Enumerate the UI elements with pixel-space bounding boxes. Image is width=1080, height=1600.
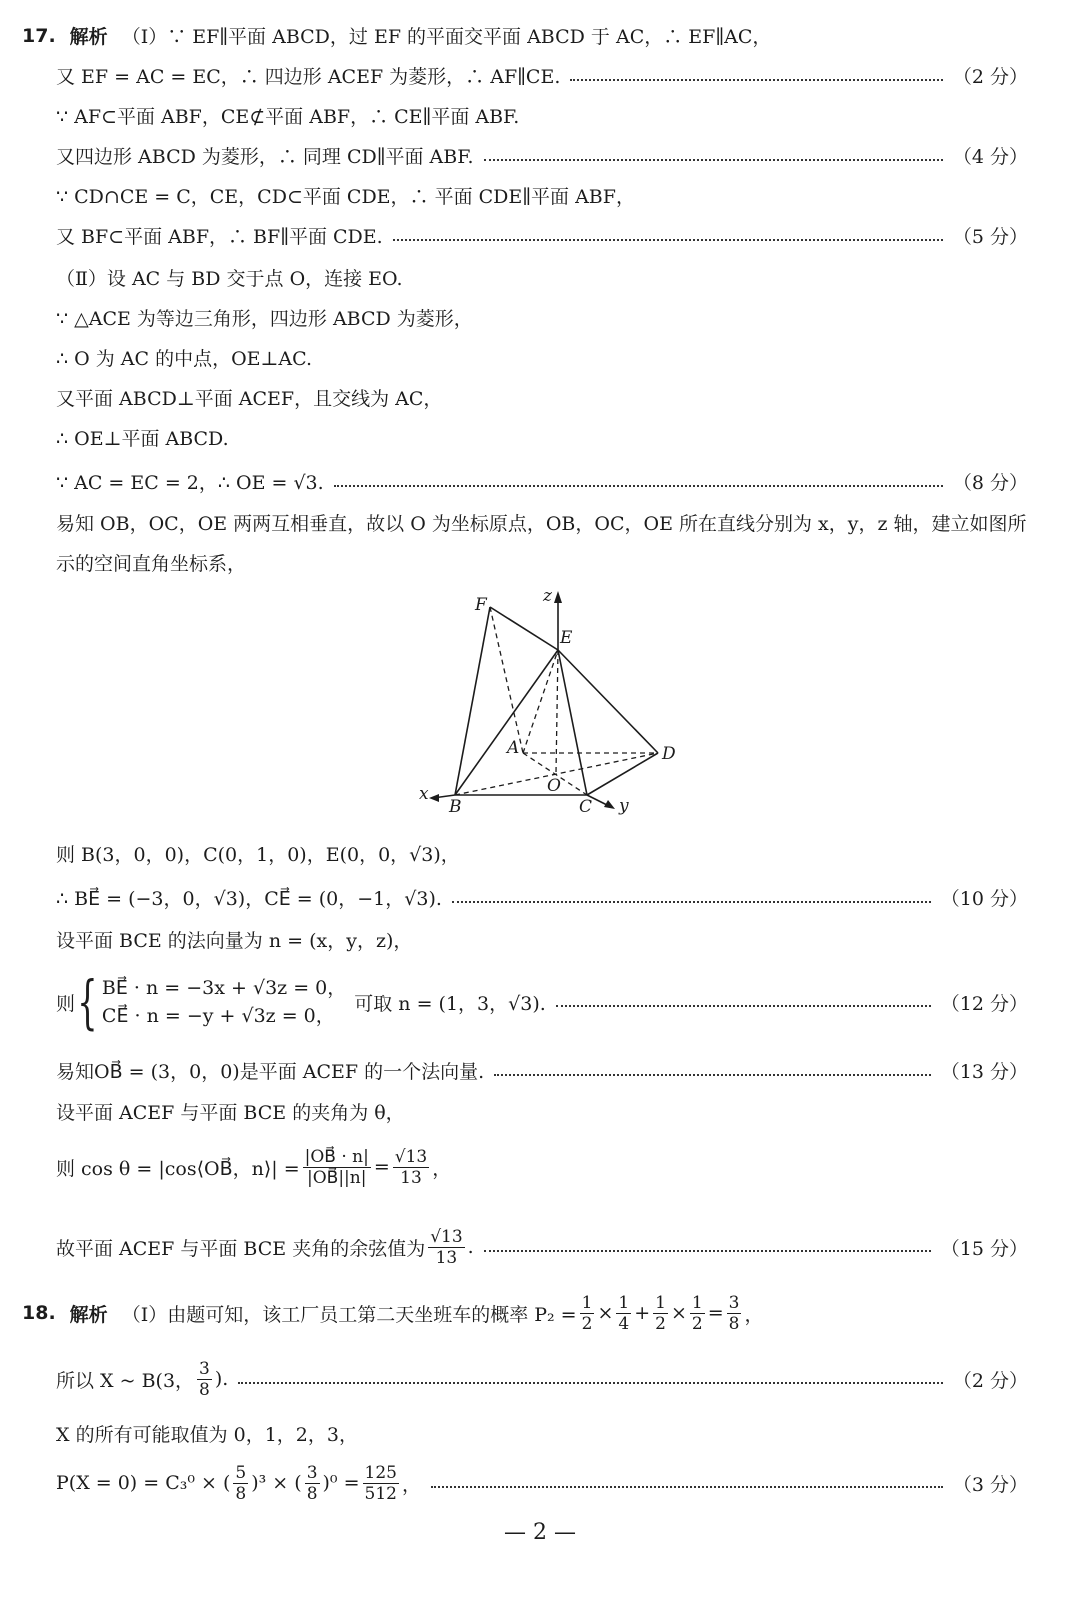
fraction-numerator: √13 — [394, 1146, 428, 1167]
q17-text: 又平面 ABCD⊥平面 ACEF，且交线为 AC， — [56, 388, 443, 410]
equation-1: BE⃗ · n = −3x + √3z = 0， — [101, 977, 347, 999]
punctuation: ， — [401, 1473, 421, 1496]
fraction-numerator: 5 — [235, 1462, 247, 1483]
q17-line-9 — [56, 344, 1028, 371]
q17-text: ∵ CD∩CE = C，CE，CD⊂平面 CDE，∴ 平面 CDE∥平面 ABF， — [56, 186, 635, 208]
label-z: z — [543, 586, 552, 606]
label-C: C — [579, 797, 593, 817]
fraction-numerator: 125 — [364, 1462, 397, 1483]
q18-text: X 的所有可能取值为 0，1，2，3， — [56, 1424, 358, 1446]
q17-text: ∴ O 为 AC 的中点，OE⊥AC. — [56, 348, 313, 370]
punctuation: . — [467, 1236, 474, 1258]
punctuation: ， — [432, 1157, 452, 1180]
operator: × — [597, 1302, 614, 1324]
equals-sign: = — [373, 1156, 390, 1178]
fraction-denominator: 8 — [235, 1483, 247, 1504]
q17-text: 故平面 ACEF 与平面 BCE 夹角的余弦值为 — [56, 1237, 426, 1260]
q17-line-7 — [56, 264, 1028, 291]
fraction — [690, 1293, 705, 1334]
q18-line-2 — [56, 1354, 1028, 1404]
label-E: E — [560, 628, 573, 648]
fraction-numerator: 1 — [655, 1292, 666, 1313]
system-prefix: 则 — [56, 992, 76, 1015]
operator: = — [707, 1302, 724, 1324]
q17-tag: 解析 — [69, 26, 108, 48]
fraction-denominator: 2 — [655, 1313, 666, 1334]
q17-text: ∴ OE⊥平面 ABCD. — [56, 428, 229, 450]
fraction — [233, 1463, 248, 1504]
q17-text: 则 B(3，0，0)，C(0，1，0)，E(0，0，√3)， — [56, 844, 460, 866]
normal-vector-choice: 可取 n = (1，3，√3). — [354, 992, 546, 1015]
q17-line-8 — [56, 304, 1028, 331]
dot-leader — [556, 1005, 931, 1007]
equation-stack — [102, 974, 346, 1030]
geometry-figure — [415, 585, 685, 820]
q17-text: 设平面 BCE 的法向量为 n = (x，y，z)， — [56, 930, 413, 952]
label-B: B — [449, 797, 462, 817]
label-D: D — [662, 744, 676, 764]
score-badge: （3 分） — [952, 1473, 1028, 1496]
q17-line-10 — [56, 384, 1028, 411]
operator: × — [670, 1302, 687, 1324]
q17-line-14 — [56, 840, 1028, 867]
operator: + — [634, 1302, 651, 1324]
fraction-numerator: 1 — [691, 1292, 703, 1313]
dot-leader — [452, 901, 931, 903]
q17-line-15 — [56, 884, 1028, 911]
fraction-numerator: 1 — [581, 1292, 593, 1313]
fraction-denominator: |OB⃗||n| — [307, 1167, 367, 1188]
q17-line-5 — [56, 182, 1028, 209]
q17-line-1 — [22, 22, 1028, 49]
q18-text: )⁰ = — [322, 1472, 360, 1494]
fraction-denominator: 13 — [400, 1167, 422, 1188]
q18-text: 所以 X ~ B(3， — [56, 1369, 195, 1392]
q17-line-18 — [56, 1098, 1028, 1125]
dot-leader — [494, 1074, 931, 1076]
score-badge: （15 分） — [940, 1237, 1028, 1260]
fraction-denominator: 4 — [618, 1313, 630, 1334]
q17-text: 又 EF = AC = EC，∴ 四边形 ACEF 为菱形，∴ AF∥CE. — [56, 66, 561, 88]
score-badge: （4 分） — [952, 146, 1028, 168]
fraction-numerator: 3 — [199, 1358, 210, 1379]
q17-text: 又四边形 ABCD 为菱形，∴ 同理 CD∥平面 ABF. — [56, 146, 474, 168]
label-A: A — [507, 738, 520, 758]
score-badge: （2 分） — [952, 66, 1028, 88]
q17-text: ∵ AF⊂平面 ABF，CE⊄平面 ABF，∴ CE∥平面 ABF. — [56, 106, 520, 128]
fraction — [616, 1293, 631, 1334]
q18-text: )³ × ( — [251, 1472, 302, 1494]
label-F: F — [475, 595, 487, 615]
fraction-denominator: 2 — [691, 1313, 703, 1334]
q17-cos-line — [56, 1142, 1028, 1192]
q17-number: 17. — [22, 24, 56, 47]
dot-leader — [484, 1250, 931, 1252]
q18-number: 18. — [22, 1302, 56, 1324]
q18-line-4 — [56, 1458, 1028, 1508]
fraction — [197, 1359, 212, 1400]
final-fraction — [428, 1227, 464, 1268]
q17-line-11 — [56, 424, 1028, 451]
fraction-numerator: 3 — [306, 1462, 318, 1483]
fraction-denominator: 8 — [728, 1313, 740, 1334]
score-badge: （5 分） — [952, 226, 1028, 248]
dot-leader — [570, 79, 943, 81]
fraction — [305, 1463, 320, 1504]
brace-glyph: { — [77, 968, 98, 1036]
q17-final-line — [56, 1222, 1028, 1272]
q17-paragraph-coordinate: 易知 OB，OC，OE 两两互相垂直，故以 O 为坐标原点，OB，OC，OE 所在直线分别为 x，y，z 轴，建立如图所示的空间直角坐标系， — [56, 513, 1027, 575]
q17-line-3 — [56, 102, 1028, 129]
label-O: O — [547, 776, 561, 796]
fraction-numerator: |OB⃗ · n| — [304, 1146, 369, 1167]
dot-leader — [334, 485, 943, 487]
fraction — [727, 1293, 742, 1334]
q17-line-6 — [56, 222, 1028, 249]
score-badge: （13 分） — [940, 1061, 1028, 1083]
q17-text: ∵ △ACE 为等边三角形，四边形 ABCD 为菱形， — [56, 308, 473, 330]
q17-text: （Ⅱ）设 AC 与 BD 交于点 O，连接 EO. — [56, 268, 403, 290]
q17-line-12 — [56, 468, 1028, 495]
q17-text: （Ⅰ）∵ EF∥平面 ABCD，过 EF 的平面交平面 ABCD 于 AC，∴ EF∥AC， — [121, 26, 772, 48]
fraction — [363, 1463, 399, 1504]
q17-text: 又 BF⊂平面 ABF，∴ BF∥平面 CDE. — [56, 226, 383, 248]
cos-result-fraction — [393, 1147, 429, 1188]
score-badge: （10 分） — [940, 888, 1028, 910]
fraction — [653, 1293, 668, 1334]
dot-leader — [484, 159, 943, 161]
fraction-numerator: 3 — [728, 1292, 740, 1313]
fraction-denominator: 8 — [306, 1483, 318, 1504]
fraction-numerator: √13 — [430, 1226, 463, 1247]
q17-line-17 — [56, 1057, 1028, 1084]
q17-line-2 — [56, 62, 1028, 89]
equation-2: CE⃗ · n = −y + √3z = 0， — [101, 1005, 335, 1027]
dot-leader — [238, 1382, 943, 1384]
score-badge: （2 分） — [952, 1369, 1028, 1392]
dot-leader — [393, 239, 943, 241]
label-x: x — [419, 784, 429, 804]
q17-text: ∵ AC = EC = 2，∴ OE = √3. — [56, 472, 324, 494]
q17-equation-system — [56, 964, 1028, 1040]
q17-text: 易知OB⃗ = (3，0，0)是平面 ACEF 的一个法向量. — [56, 1061, 485, 1083]
q17-line-16 — [56, 926, 1028, 953]
q18-line-3 — [56, 1420, 1028, 1447]
q17-text: 设平面 ACEF 与平面 BCE 的夹角为 θ， — [56, 1102, 405, 1124]
fraction-denominator: 2 — [581, 1313, 593, 1334]
page-number: — 2 — — [504, 1520, 576, 1545]
q18-tag: 解析 — [69, 1303, 108, 1326]
cos-fraction — [303, 1147, 371, 1188]
cos-prefix: 则 cos θ = |cos⟨OB⃗，n⟩| = — [56, 1157, 300, 1180]
q18-text: ). — [214, 1368, 229, 1390]
score-badge: （12 分） — [940, 992, 1028, 1015]
fraction-denominator: 8 — [199, 1379, 210, 1400]
q18-text: （Ⅰ）由题可知，该工厂员工第二天坐班车的概率 P₂ = — [121, 1303, 577, 1326]
q18-text: P(X = 0) = C₃⁰ × ( — [56, 1472, 231, 1494]
q17-line-4 — [56, 142, 1028, 169]
pyramid-diagram — [415, 585, 685, 820]
q18-line-1 — [22, 1288, 1028, 1338]
fraction-numerator: 1 — [618, 1292, 630, 1313]
dot-leader — [431, 1486, 943, 1488]
q17-text: ∴ BE⃗ = (−3，0，√3)，CE⃗ = (0，−1，√3). — [56, 888, 442, 910]
label-y: y — [619, 796, 629, 816]
punctuation: ， — [744, 1303, 764, 1326]
score-badge: （8 分） — [952, 472, 1028, 494]
fraction-denominator: 512 — [364, 1483, 397, 1504]
fraction — [580, 1293, 595, 1334]
fraction-denominator: 13 — [435, 1247, 458, 1268]
